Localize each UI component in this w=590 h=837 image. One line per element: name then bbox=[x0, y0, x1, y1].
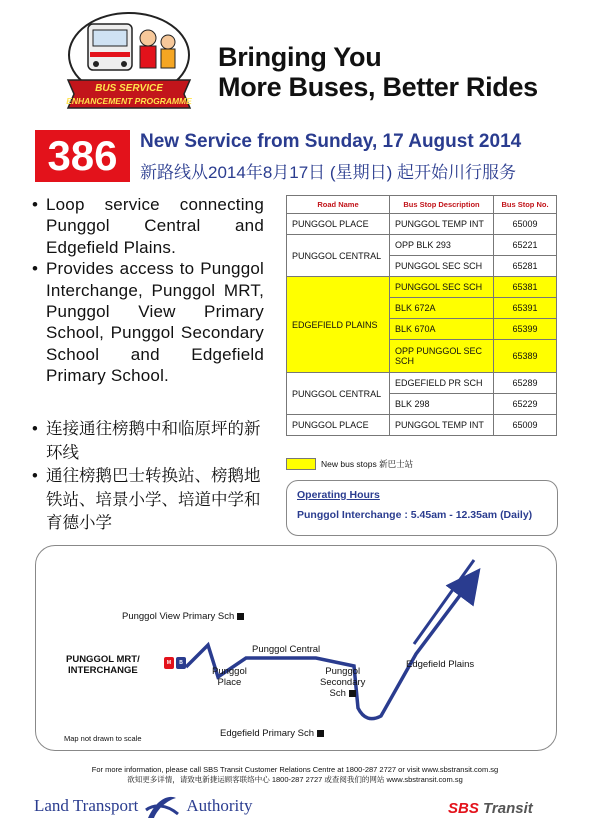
service-title-en: New Service from Sunday, 17 August 2014 bbox=[140, 131, 522, 152]
headline-line2: More Buses, Better Rides bbox=[218, 72, 538, 102]
transit-text: Transit bbox=[483, 800, 533, 817]
table-row bbox=[287, 235, 557, 256]
stop-square-icon bbox=[237, 613, 244, 620]
stop-desc-cell: PUNGGOL TEMP INT bbox=[390, 214, 494, 235]
legend-label-zh: 新巴士站 bbox=[379, 459, 414, 469]
stop-no-cell: 65221 bbox=[494, 235, 557, 256]
stop-desc-cell: BLK 672A bbox=[390, 298, 494, 319]
map-label-secondary-sch: Punggol Secondary Sch bbox=[320, 666, 366, 699]
headline-line1: Bringing You bbox=[218, 42, 382, 72]
bullet-zh-1: • 连接通往榜鹅中和临原坪的新环线 bbox=[32, 418, 268, 465]
headline bbox=[218, 42, 538, 102]
operating-hours-title: Operating Hours bbox=[297, 489, 380, 501]
map-label-punggol-place: Punggol Place bbox=[212, 666, 247, 688]
table-row bbox=[287, 415, 557, 436]
bullets-zh bbox=[32, 418, 268, 536]
bullet-en-2: • Provides access to Punggol Interchange, Punggol MRT, Punggol View Primary School, Punggol Secondary School and Edgefield Primary School. bbox=[32, 258, 264, 386]
legend-label: New bus stops bbox=[321, 459, 377, 469]
stop-desc-cell: OPP BLK 293 bbox=[390, 235, 494, 256]
lta-logo bbox=[34, 790, 252, 822]
road-name-cell: PUNGGOL PLACE bbox=[287, 214, 390, 235]
route-map bbox=[35, 545, 557, 751]
mrt-icon: M bbox=[164, 657, 174, 669]
bullets-en bbox=[32, 194, 264, 387]
map-label-view-primary: Punggol View Primary Sch bbox=[122, 611, 244, 622]
table-row-new bbox=[287, 277, 557, 298]
stop-square-icon bbox=[349, 690, 356, 697]
bus-icon: B bbox=[176, 657, 186, 669]
sbs-transit-logo bbox=[448, 800, 533, 817]
service-title-zh: 新路线从2014年8月17日 (星期日) 起开始川行服务 bbox=[140, 163, 516, 182]
stop-no-cell: 65399 bbox=[494, 319, 557, 340]
stop-square-icon bbox=[317, 730, 324, 737]
map-label-edgefield-plains: Edgefield Plains bbox=[406, 659, 475, 670]
sbs-text: SBS bbox=[448, 800, 479, 817]
stop-desc-cell: EDGEFIELD PR SCH bbox=[390, 373, 494, 394]
stop-no-cell: 65289 bbox=[494, 373, 557, 394]
header-road-name: Road Name bbox=[287, 196, 390, 214]
stop-desc-cell: PUNGGOL SEC SCH bbox=[390, 277, 494, 298]
stop-no-cell: 65391 bbox=[494, 298, 557, 319]
road-name-cell: EDGEFIELD PLAINS bbox=[287, 277, 390, 373]
stop-no-cell: 65389 bbox=[494, 340, 557, 373]
table-header-row bbox=[287, 196, 557, 214]
table-row bbox=[287, 373, 557, 394]
stop-desc-cell: BLK 670A bbox=[390, 319, 494, 340]
footer-info bbox=[0, 765, 590, 785]
legend-swatch bbox=[286, 458, 316, 470]
stop-no-cell: 65009 bbox=[494, 214, 557, 235]
stop-desc-cell: PUNGGOL TEMP INT bbox=[390, 415, 494, 436]
bus-stops-table bbox=[286, 195, 557, 436]
lta-swirl-icon bbox=[142, 790, 182, 822]
new-stops-legend bbox=[286, 458, 413, 470]
header-stop-no: Bus Stop No. bbox=[494, 196, 557, 214]
badge-line1: BUS SERVICE bbox=[95, 83, 163, 94]
stop-desc-cell: PUNGGOL SEC SCH bbox=[390, 256, 494, 277]
road-name-cell: PUNGGOL PLACE bbox=[287, 415, 390, 436]
lta-text-right: Authority bbox=[186, 796, 253, 815]
service-number-badge: 386 bbox=[35, 130, 130, 182]
stop-desc-cell: OPP PUNGGOL SEC SCH bbox=[390, 340, 494, 373]
stop-no-cell: 65009 bbox=[494, 415, 557, 436]
footer-info-en: For more information, please call SBS Transit Customer Relations Centre at 1800-287 2727 or visit www.sbstransit.com.sg bbox=[91, 765, 499, 774]
table-row bbox=[287, 214, 557, 235]
map-label-mrt-interchange: PUNGGOL MRT/ INTERCHANGE bbox=[66, 654, 140, 676]
operating-hours-box bbox=[286, 480, 558, 536]
header-stop-desc: Bus Stop Description bbox=[390, 196, 494, 214]
badge-line2: ENHANCEMENT PROGRAMME bbox=[66, 96, 192, 106]
operating-hours-line: Punggol Interchange : 5.45am - 12.35am (Daily) bbox=[297, 509, 533, 521]
footer-info-zh: 欲知更多详情，请致电新捷运顾客联络中心 1800-287 2727 或查阅我们的网站 www.sbstransit.com.sg bbox=[127, 775, 463, 784]
stop-no-cell: 65229 bbox=[494, 394, 557, 415]
map-label-central: Punggol Central bbox=[252, 644, 321, 655]
stop-no-cell: 65381 bbox=[494, 277, 557, 298]
stop-desc-cell: BLK 298 bbox=[390, 394, 494, 415]
lta-text-left: Land Transport bbox=[34, 796, 139, 815]
bus-service-enhancement-logo bbox=[60, 10, 198, 122]
bullet-zh-2: • 通往榜鹅巴士转换站、榜鹅地铁站、培景小学、培道中学和育德小学 bbox=[32, 465, 268, 536]
road-name-cell: PUNGGOL CENTRAL bbox=[287, 373, 390, 415]
map-label-edgefield-primary: Edgefield Primary Sch bbox=[220, 728, 324, 739]
bullet-en-1: • Loop service connecting Punggol Central and Edgefield Plains. bbox=[32, 194, 264, 258]
stop-no-cell: 65281 bbox=[494, 256, 557, 277]
map-scale-note: Map not drawn to scale bbox=[64, 734, 142, 743]
road-name-cell: PUNGGOL CENTRAL bbox=[287, 235, 390, 277]
